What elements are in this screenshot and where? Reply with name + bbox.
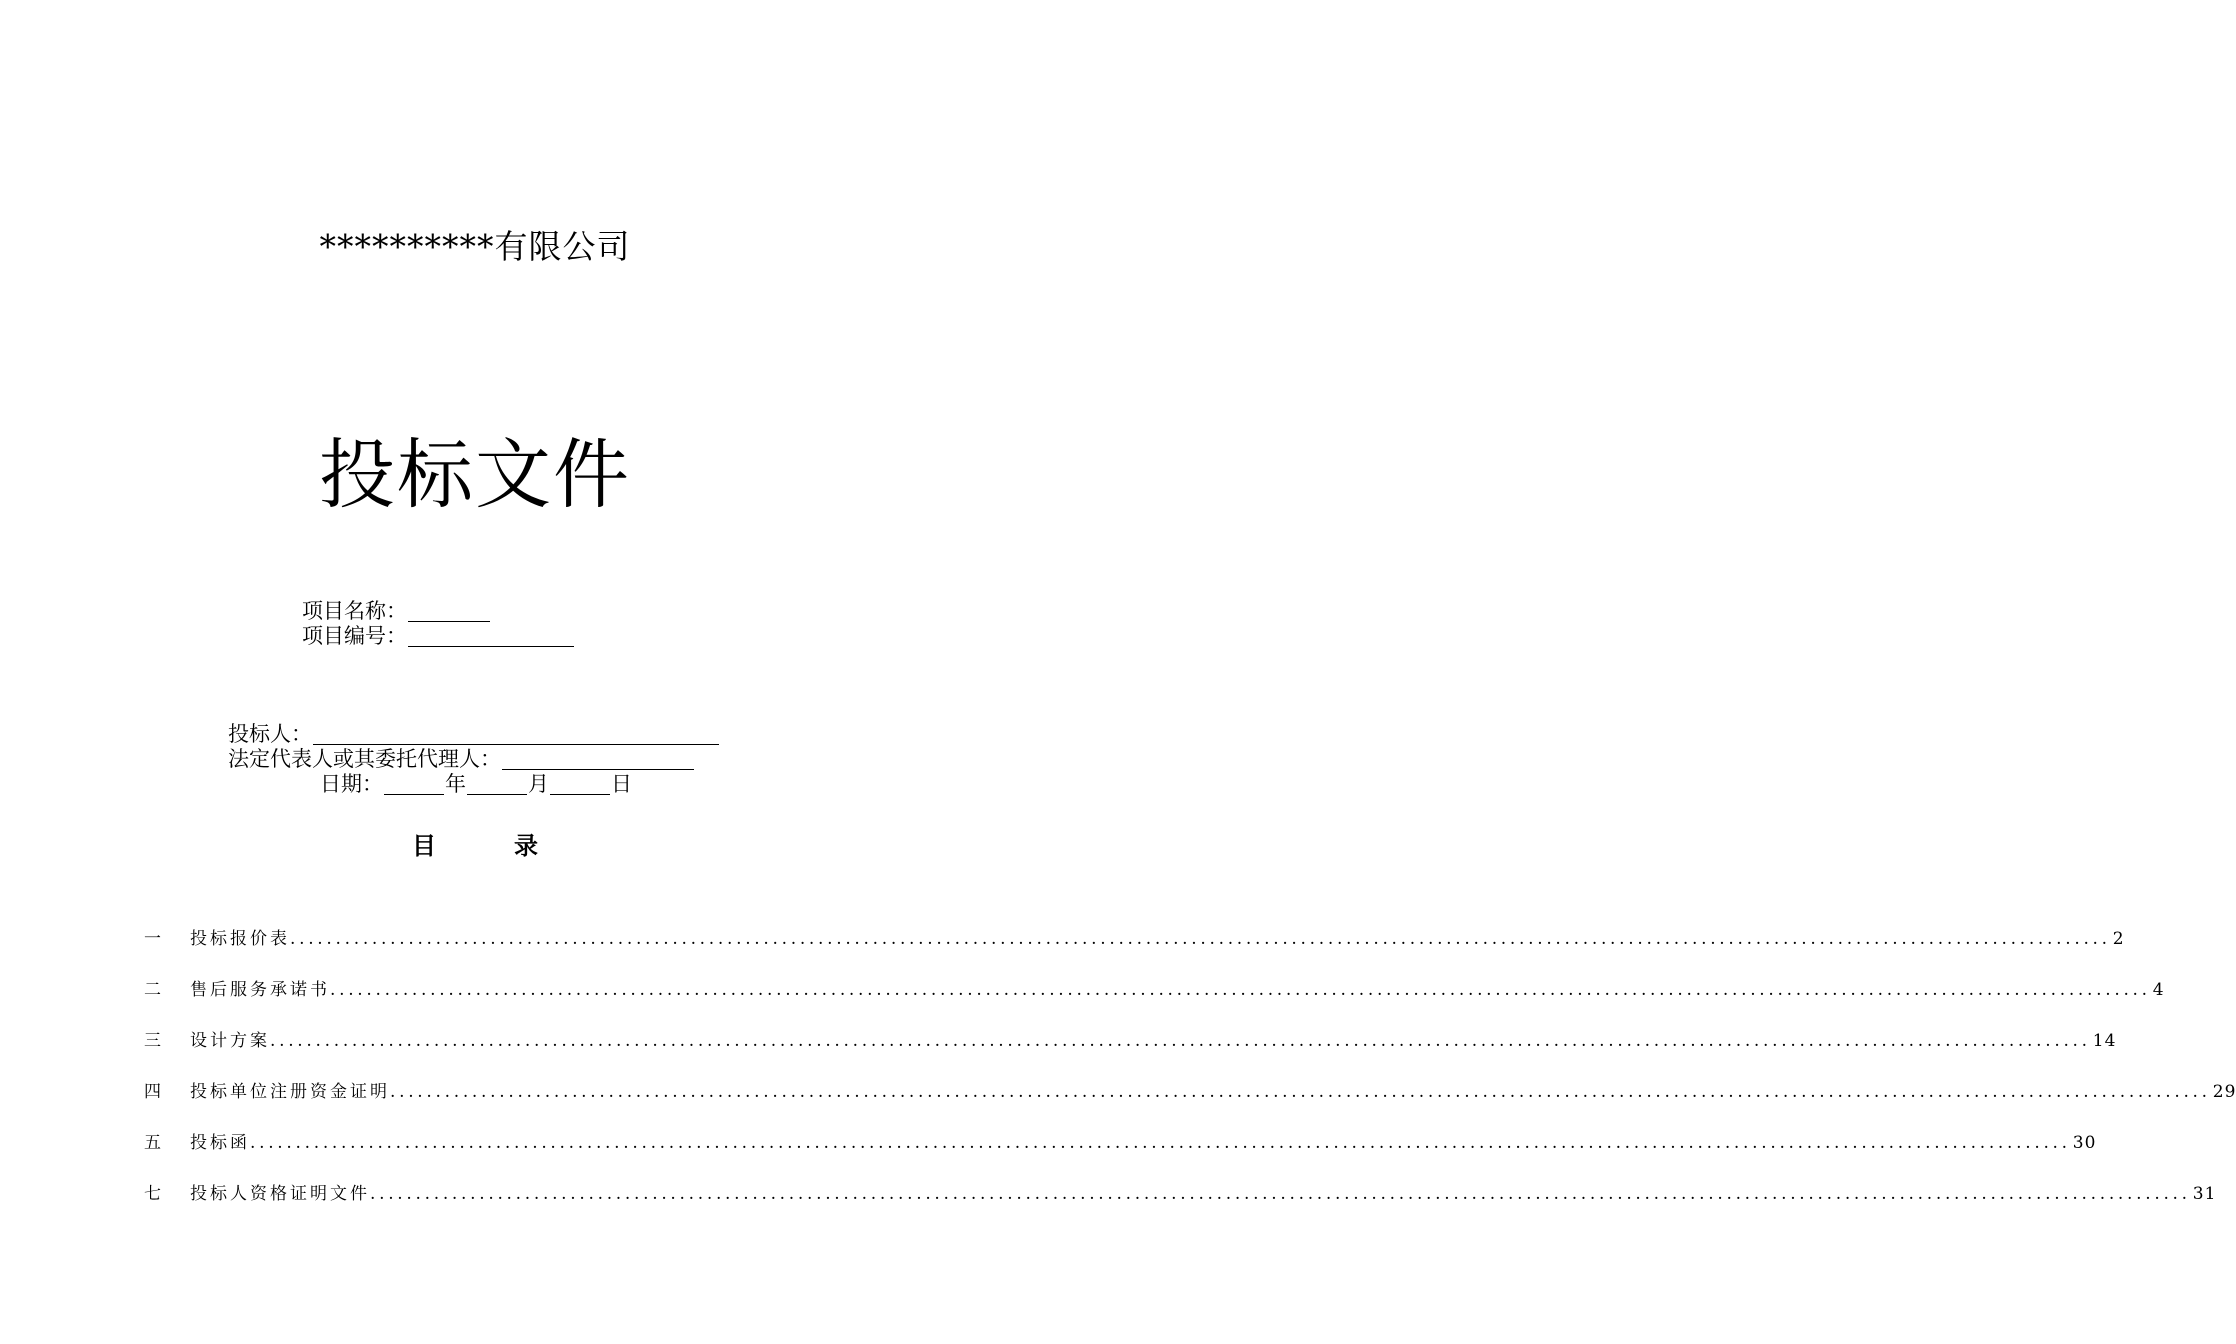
project-number-blank	[408, 626, 574, 647]
toc-entry[interactable]	[144, 1177, 2217, 1228]
toc-entry-page: 29	[2212, 1082, 2236, 1102]
date-label: 日期：	[320, 772, 383, 796]
project-number-field	[302, 623, 575, 649]
toc-entry[interactable]	[144, 973, 2165, 1024]
toc-entry[interactable]	[144, 1126, 2097, 1177]
toc-leader-dots: ........................................................................................................................................................................................................	[270, 1031, 2091, 1051]
document-title: 投标文件	[319, 430, 631, 519]
project-name-blank	[408, 601, 490, 622]
project-name-field	[302, 598, 491, 624]
toc-heading-right: 录	[514, 831, 538, 860]
month-label: 月	[528, 772, 549, 796]
representative-field	[228, 746, 695, 772]
toc-entry-number: 二	[144, 980, 161, 1000]
toc-entry-number: 一	[144, 929, 161, 949]
representative-blank	[502, 749, 694, 770]
toc-leader-dots: ........................................................................................................................................................................................................	[250, 1133, 2071, 1153]
project-number-label: 项目编号：	[302, 624, 407, 648]
toc-entry-title: 投标函	[190, 1133, 250, 1153]
toc-entry-page: 4	[2152, 980, 2165, 1000]
toc-entry-title: 投标人资格证明文件	[190, 1184, 370, 1204]
toc-entry-title: 投标报价表	[190, 929, 290, 949]
toc-leader-dots: ........................................................................................................................................................................................................	[330, 980, 2151, 1000]
toc-entry-number: 五	[144, 1133, 161, 1153]
toc-entry-number: 四	[144, 1082, 161, 1102]
project-name-label: 项目名称：	[302, 599, 407, 623]
toc-entry-page: 14	[2092, 1031, 2117, 1051]
toc-entry-page: 31	[2192, 1184, 2217, 1204]
toc-entry-page: 2	[2112, 929, 2125, 949]
toc-entry-title: 投标单位注册资金证明	[190, 1082, 390, 1102]
representative-label: 法定代表人或其委托代理人：	[228, 747, 501, 771]
toc-entry-number: 七	[144, 1184, 161, 1204]
toc-entry-page: 30	[2072, 1133, 2097, 1153]
bidder-label: 投标人：	[228, 722, 312, 746]
month-blank	[467, 774, 527, 795]
toc-leader-dots: ........................................................................................................................................................................................................	[370, 1184, 2191, 1204]
toc-leader-dots: ........................................................................................................................................................................................................	[390, 1082, 2211, 1102]
date-field	[320, 771, 632, 797]
table-of-contents	[144, 922, 2236, 1228]
day-label: 日	[611, 772, 632, 796]
toc-entry-title: 设计方案	[190, 1031, 270, 1051]
bidder-field	[228, 721, 720, 747]
day-blank	[550, 774, 610, 795]
bidder-blank	[313, 724, 719, 745]
toc-leader-dots: ........................................................................................................................................................................................................	[290, 929, 2111, 949]
toc-heading-left: 目	[412, 831, 436, 860]
year-blank	[384, 774, 444, 795]
toc-entry-number: 三	[144, 1031, 161, 1051]
year-label: 年	[445, 772, 466, 796]
toc-heading	[0, 828, 950, 864]
toc-entry[interactable]	[144, 1024, 2117, 1075]
toc-entry-title: 售后服务承诺书	[190, 980, 330, 1000]
toc-entry[interactable]	[144, 922, 2125, 973]
toc-entry[interactable]	[144, 1075, 2236, 1126]
company-name: **********有限公司	[319, 227, 631, 266]
